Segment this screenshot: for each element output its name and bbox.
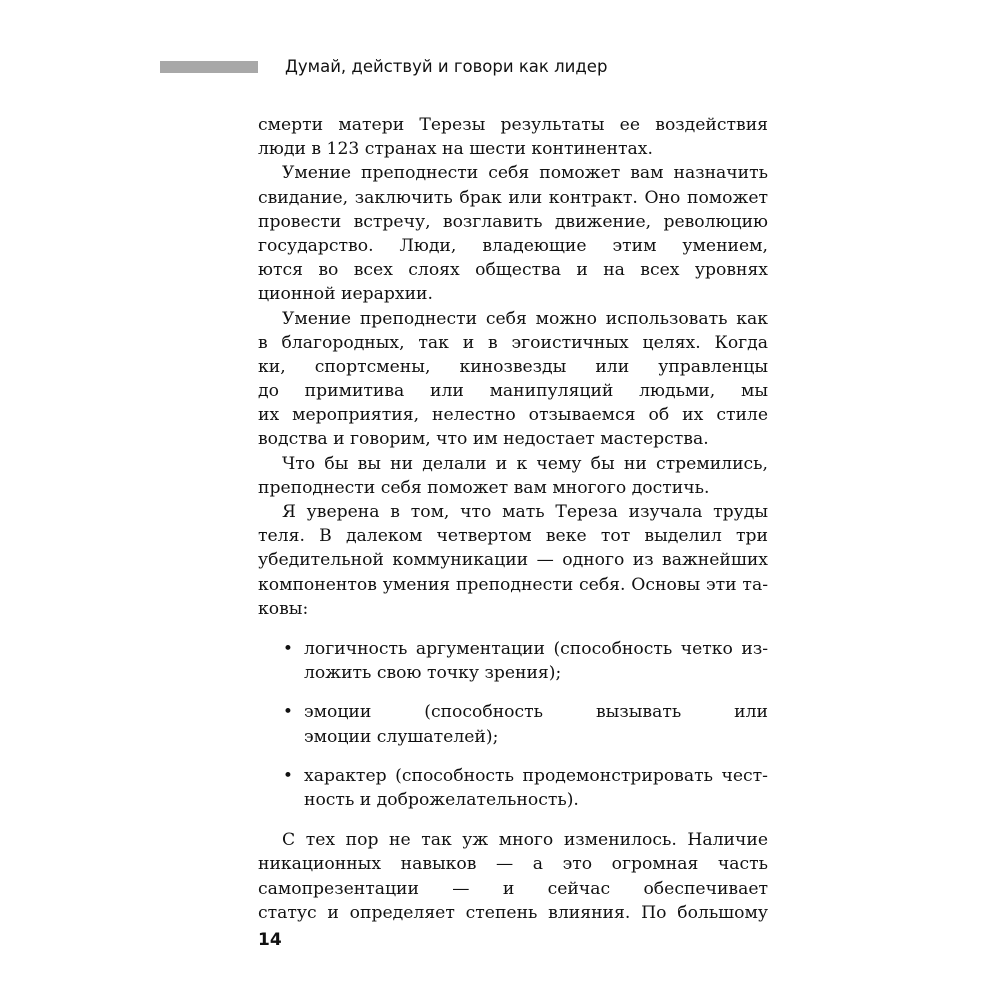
text-line: преподнести себя поможет вам многого достичь.	[258, 477, 710, 498]
text-line: ются во всех слоях общества и на всех уровнях	[258, 260, 768, 281]
bullet-icon: •	[282, 765, 294, 786]
main-text	[258, 113, 768, 925]
text-line: до примитива или манипуляций людьми, мы	[258, 381, 768, 402]
text-line: никационных навыков — а это огромная часть	[258, 854, 768, 875]
list-item-line: логичность аргументации (способность четко из-	[304, 639, 768, 660]
text-line: свидание, заключить брак или контракт. Оно поможет	[258, 187, 768, 208]
bullet-icon: •	[282, 702, 294, 723]
text-line: ки, спортсмены, кинозвезды или управленцы	[258, 356, 768, 377]
running-head-title: Думай, действуй и говори как лидер	[285, 57, 608, 76]
list-item-line: ность и доброжелательность).	[304, 789, 579, 810]
list-item-line: ложить свою точку зрения);	[304, 663, 562, 684]
text-line: убедительной коммуникации — одного из важнейших	[258, 550, 768, 571]
list-item-line: эмоции слушателей);	[304, 726, 499, 747]
bullet-list	[258, 637, 768, 812]
text-line: Умение преподнести себя поможет вам назначить	[282, 163, 768, 184]
list-item-line: эмоции (способность вызывать или	[304, 702, 768, 723]
paragraphs-after-list	[258, 828, 768, 925]
text-line: провести встречу, возглавить движение, революцию	[258, 211, 768, 232]
page-number: 14	[258, 930, 282, 950]
text-line: Что бы вы ни делали и к чему бы ни стремились,	[282, 453, 768, 474]
text-line: компонентов умения преподнести себя. Основы эти та-	[258, 574, 768, 595]
paragraphs-before-list	[258, 113, 768, 621]
text-line: ковы:	[258, 598, 309, 619]
text-line: теля. В далеком четвертом веке тот выделил три	[258, 526, 768, 547]
text-line: самопрезентации — и сейчас обеспечивает	[258, 878, 768, 899]
text-line: С тех пор не так уж много изменилось. Наличие	[282, 830, 768, 851]
text-line: смерти матери Терезы результаты ее воздействия	[258, 115, 768, 135]
bullet-icon: •	[282, 639, 294, 660]
list-item-line: характер (способность продемонстрировать чест-	[304, 765, 768, 786]
text-line: люди в 123 странах на шести континентах.	[258, 139, 653, 160]
text-line: статус и определяет степень влияния. По большому	[258, 902, 768, 923]
text-line: их мероприятия, нелестно отзываемся об их стиле	[258, 405, 768, 426]
text-line: государство. Люди, владеющие этим умением,	[258, 235, 768, 256]
text-line: Я уверена в том, что мать Тереза изучала труды	[282, 502, 768, 523]
list-item	[258, 637, 768, 685]
running-head-bar	[160, 61, 258, 73]
text-line: в благородных, так и в эгоистичных целях. Когда	[258, 332, 768, 353]
text-line: Умение преподнести себя можно использовать как	[282, 308, 768, 329]
text-line: ционной иерархии.	[258, 284, 433, 305]
list-item	[258, 764, 768, 812]
list-item	[258, 700, 768, 748]
text-line: водства и говорим, что им недостает мастерства.	[258, 429, 709, 450]
